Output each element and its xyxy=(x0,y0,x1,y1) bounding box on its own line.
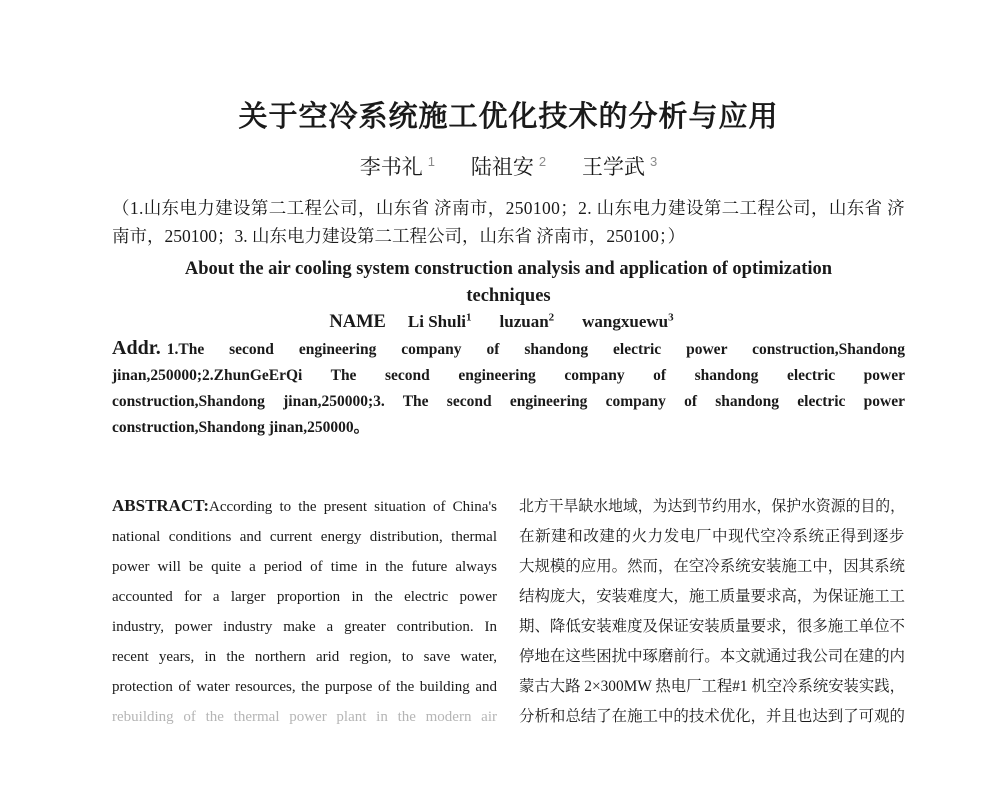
author-3-name: 王学武 xyxy=(581,156,645,179)
abstract-cn-line-5: 期、降低安装难度及保证安装质量要求，很多施工单位不 xyxy=(519,618,905,635)
paper-title-cn: 关于空冷系统施工优化技术的分析与应用 xyxy=(238,101,779,133)
author-en-3-name: wangxuewu xyxy=(582,312,669,331)
author-1-superscript: 1 xyxy=(427,154,436,169)
affiliation-line-1 xyxy=(112,194,905,222)
abstract-en-line-2: national conditions and current energy distribution, thermal xyxy=(112,529,497,545)
abstract-en-line-4: accounted for a larger proportion in the electric power xyxy=(112,589,497,605)
abstract-en-line-1 xyxy=(112,492,497,522)
author-en-3 xyxy=(582,312,673,331)
affiliation-line-2 xyxy=(112,222,905,250)
abstract-cn-line-6: 停地在这些困扰中琢磨前行。本文就通过我公司在建的内 xyxy=(519,648,905,665)
address-line-3-text: construction,Shandong jinan,250000;3. The second engineering company of shandong electric power xyxy=(112,393,905,410)
affiliation-line-2-text: 南市，250100；3. 山东电力建设第二工程公司，山东省 济南市，250100；） xyxy=(112,226,686,246)
abstract-column-en xyxy=(112,492,497,732)
abstract-cn-line-8-clipped: 分析和总结了在施工中的技术优化，并且也达到了可观的 xyxy=(519,708,905,725)
address-line-2-text: jinan,250000;2.ZhunGeErQi The second engineering company of shandong electric power xyxy=(112,367,905,384)
author-en-2 xyxy=(500,312,555,331)
author-en-1-superscript: 1 xyxy=(466,311,472,324)
abstract-cn-line-7: 蒙古大路 2×300MW 热电厂工程#1 机空冷系统安装实践， xyxy=(519,678,905,695)
abstract-section xyxy=(112,492,905,732)
abstract-cn-line-1: 北方干旱缺水地域，为达到节约用水，保护水资源的目的， xyxy=(519,498,905,515)
author-en-1-name: Li Shuli xyxy=(407,312,467,331)
abstract-en-line-3: power will be quite a period of time in the future always xyxy=(112,559,497,575)
abstract-cn-line-3: 大规模的应用。然而，在空冷系统安装施工中，因其系统 xyxy=(519,558,905,575)
abstract-en-line-7: protection of water resources, the purpose of the building and xyxy=(112,679,497,695)
abstract-cn-line-2: 在新建和改建的火力发电厂中现代空冷系统正得到逐步 xyxy=(519,528,905,545)
address-line-1-text: 1.The second engineering company of shandong electric power construction,Shandong xyxy=(166,341,905,358)
authors-line xyxy=(112,154,905,182)
address-line-1 xyxy=(112,337,905,363)
author-2-name: 陆祖安 xyxy=(470,156,534,179)
paper-title-en-line-1: About the air cooling system construction analysis and application of optimization xyxy=(184,259,833,279)
paper-title-en-line-2: techniques xyxy=(466,286,551,306)
affiliation-cn xyxy=(112,194,905,250)
abstract-en-line-5: industry, power industry make a greater contribution. In xyxy=(112,619,497,635)
authors-en-line xyxy=(112,310,905,333)
paper-page xyxy=(0,97,1000,811)
page-content xyxy=(0,97,1000,732)
author-1 xyxy=(360,156,435,179)
address-line-3 xyxy=(112,389,905,415)
abstract-en-line-8-clipped: rebuilding of the thermal power plant in the modern air xyxy=(112,709,497,725)
abstract-en-line-1-text: According to the present situation of China's xyxy=(208,499,497,515)
address-label: Addr. xyxy=(112,337,161,359)
author-en-3-superscript: 3 xyxy=(668,311,674,324)
address-line-4-text: construction,Shandong jinan,250000。 xyxy=(112,419,370,436)
author-2-superscript: 2 xyxy=(538,154,547,169)
abstract-cn-line-4: 结构庞大，安装难度大，施工质量要求高，为保证施工工 xyxy=(519,588,905,605)
author-3 xyxy=(582,156,657,179)
affiliation-line-1-text: （1.山东电力建设第二工程公司，山东省 济南市，250100；2. 山东电力建设第二工程公司，山东省 济 xyxy=(112,198,905,218)
abstract-en-line-6: recent years, in the northern arid region, to save water, xyxy=(112,649,497,665)
author-3-superscript: 3 xyxy=(649,154,658,169)
author-en-2-superscript: 2 xyxy=(548,311,555,324)
address-line-4 xyxy=(112,415,905,441)
address-block xyxy=(112,337,905,441)
author-1-name: 李书礼 xyxy=(359,156,423,179)
author-en-1 xyxy=(408,312,472,331)
abstract-column-cn xyxy=(519,492,905,732)
author-en-2-name: luzuan xyxy=(499,312,549,331)
name-label: NAME xyxy=(329,312,386,332)
abstract-label: ABSTRACT: xyxy=(112,496,209,515)
paper-title-en xyxy=(112,256,905,310)
author-2 xyxy=(471,156,546,179)
address-line-2 xyxy=(112,363,905,389)
